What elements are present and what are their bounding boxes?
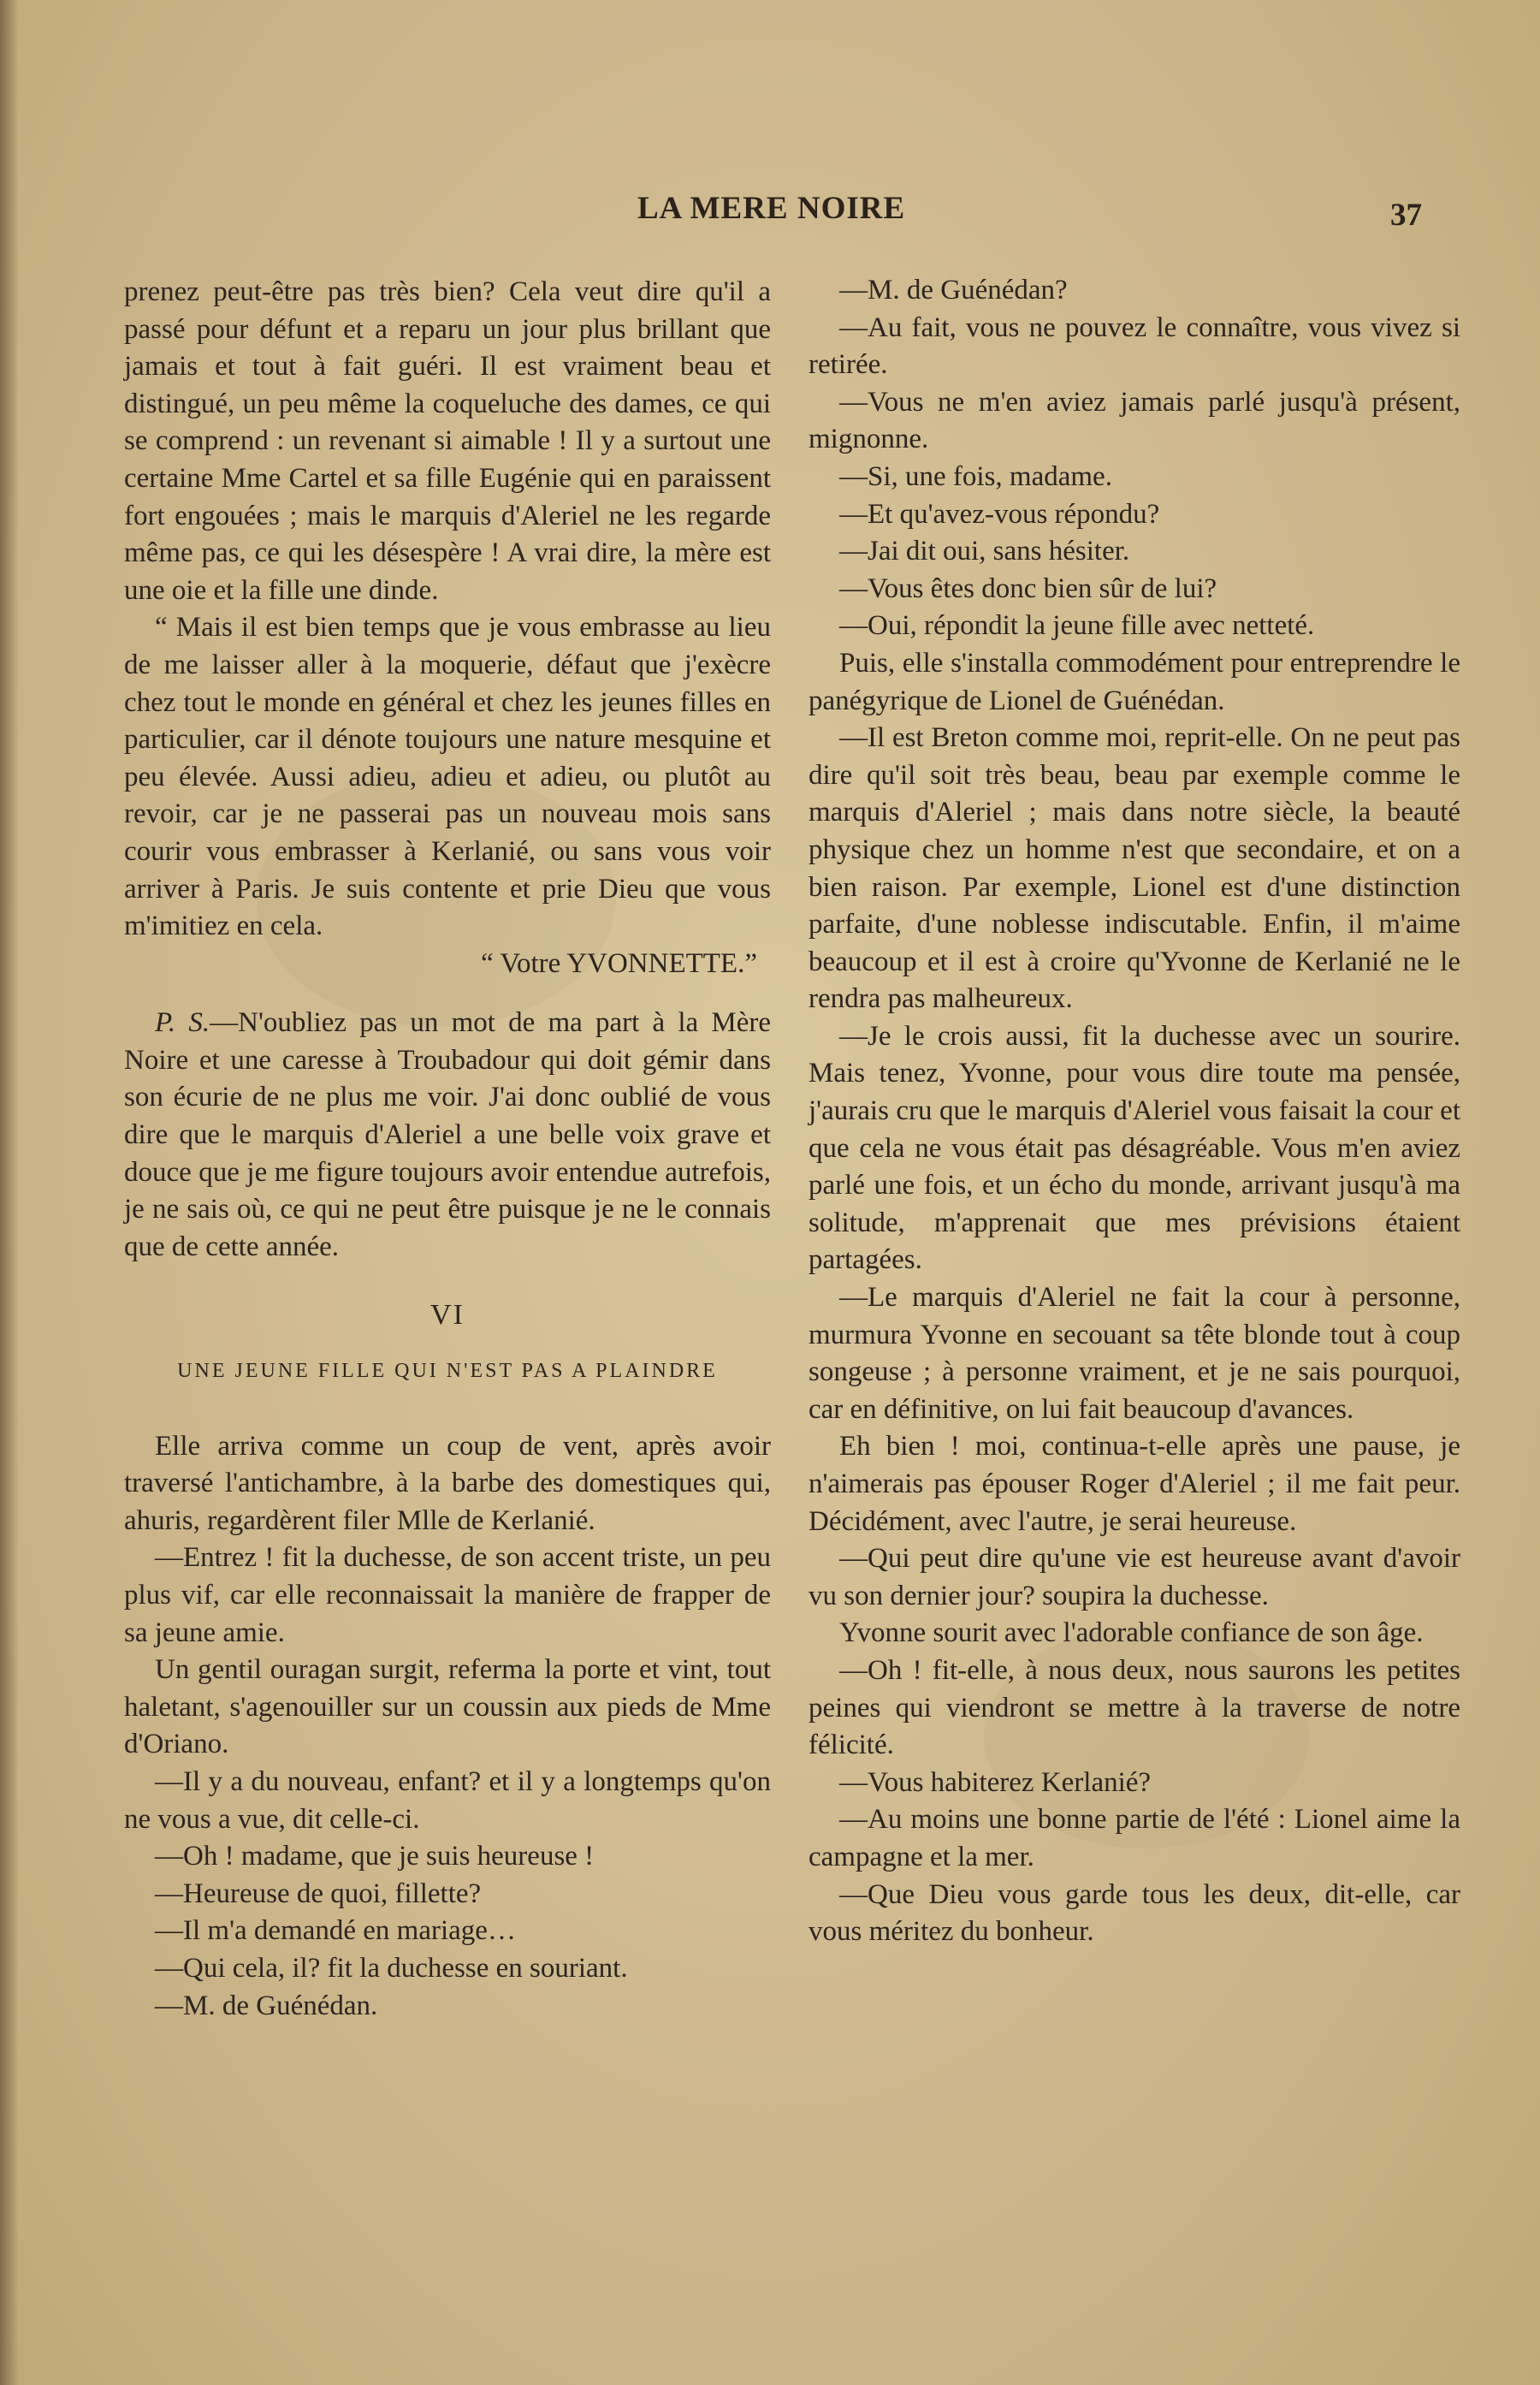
paragraph: “ Mais il est bien temps que je vous embrasse au lieu de me laisser aller à la moquerie, défaut que j'exècre chez tout le monde en général et chez les jeunes filles en particulier, car il dénote toujours une nature mesquine et peu élevée. Aussi adieu, adieu et adieu, ou plutôt au revoir, car je ne passerai pas un nouveau mois sans courir vous embrasser à Kerlanié, ou sans vous voir arriver à Paris. Je suis contente et prie Dieu que vous m'imitiez en cela. (124, 612, 771, 942)
paragraph: —Jai dit oui, sans hésiter. (839, 536, 1130, 567)
paragraph: —Si, une fois, madame. (839, 460, 1112, 492)
paragraph: —M. de Guénédan. (155, 1990, 378, 2021)
paragraph: Elle arriva comme un coup de vent, après avoir traversé l'antichambre, à la barbe des domestiques qui, ahuris, regardèrent filer Mlle de Kerlanié. (124, 1430, 771, 1536)
letter-signature: “ Votre YVONNETTE.” (481, 947, 757, 979)
paragraph: —Le marquis d'Aleriel ne fait la cour à personne, murmura Yvonne en secouant sa tête blonde tout à coup songeuse ; à personne vraiment, et je ne sais pourquoi, car en définitive, on lui fait beaucoup d'avances. (808, 1282, 1460, 1425)
paragraph: —Au fait, vous ne pouvez le connaître, vous vivez si retirée. (808, 311, 1460, 381)
paragraph: —Que Dieu vous garde tous les deux, dit-elle, car vous méritez du bonheur. (808, 1878, 1460, 1948)
paragraph: —Il m'a demandé en mariage… (155, 1915, 516, 1947)
paragraph: —Il est Breton comme moi, reprit-elle. On ne peut pas dire qu'il soit très beau, beau par exemple comme le marquis d'Aleriel ; mais dans notre siècle, la beauté physique chez un homme n'est que secondaire, et on a bien raison. Par exemple, Lionel est d'une distinction parfaite, d'une noblesse indiscutable. Enfin, il m'aime beaucoup et il est à croire qu'Yvonne de Kerlanié ne le rendra pas malheureux. (808, 722, 1460, 1015)
paragraph: —Oui, répondit la jeune fille avec netteté. (839, 610, 1315, 642)
page-number: 37 (1390, 198, 1422, 233)
paragraph: Un gentil ouragan surgit, referma la porte et vint, tout haletant, s'agenouiller sur un coussin aux pieds de Mme d'Oriano. (124, 1654, 771, 1760)
paragraph: —Je le crois aussi, fit la duchesse avec un sourire. Mais tenez, Yvonne, pour vous dire toute ma pensée, j'aurais cru que le marquis d'Aleriel vous faisait la cour et que cela ne vous était pas désagréable. Vous m'en aviez parlé une fois, et un écho du monde, arrivant jusqu'à ma solitude, m'apprenait que mes prévisions étaient partagées. (808, 1020, 1460, 1276)
paragraph: —M. de Guénédan? (839, 275, 1068, 306)
chapter-title: UNE JEUNE FILLE QUI N'EST PAS A PLAINDRE (177, 1360, 718, 1383)
paragraph: —Oh ! fit-elle, à nous deux, nous saurons les petites peines qui viendront se mettre à la traverse de notre félicité. (808, 1654, 1460, 1761)
paragraph: prenez peut-être pas très bien? Cela veut dire qu'il a passé pour défunt et a reparu un jour plus brillant que jamais et tout à fait guéri. Il est vraiment beau et distingué, un peu même la coqueluche des dames, ce qui se comprend : un revenant si aimable ! Il y a surtout une certaine Mme Cartel et sa fille Eugénie qui en paraissent fort engouées ; mais le marquis d'Aleriel ne les regarde même pas, ce qui les désespère ! A vrai dire, la mère est une oie et la fille une dinde. (124, 276, 771, 606)
postscript (124, 1005, 771, 1266)
paragraph: —Vous ne m'en aviez jamais parlé jusqu'à présent, mignonne. (808, 386, 1460, 455)
paragraph: —Qui cela, il? fit la duchesse en souriant. (155, 1952, 628, 1984)
paragraph: —Vous habiterez Kerlanié? (839, 1766, 1152, 1798)
paragraph: Yvonne sourit avec l'adorable confiance de son âge. (839, 1617, 1424, 1649)
postscript-label: P. S. (155, 1007, 210, 1039)
left-column (124, 274, 771, 2025)
paragraph: Eh bien ! moi, continua-t-elle après une pause, je n'aimerais pas épouser Roger d'Aleriel ; il me fait peur. Décidément, avec l'autre, je serai heureuse. (808, 1431, 1460, 1537)
running-title: LA MERE NOIRE (637, 191, 906, 226)
chapter-number: VI (430, 1299, 465, 1332)
paragraph: —Vous êtes donc bien sûr de lui? (839, 573, 1217, 604)
paragraph: —Au moins une bonne partie de l'été : Lionel aime la campagne et la mer. (808, 1804, 1460, 1872)
right-column (808, 272, 1460, 1951)
paragraph: —Et qu'avez-vous répondu? (839, 498, 1160, 530)
paragraph: Puis, elle s'installa commodément pour entreprendre le panégyrique de Lionel de Guénédan. (808, 647, 1460, 716)
paragraph: —Heureuse de quoi, fillette? (155, 1878, 482, 1909)
paragraph: —Entrez ! fit la duchesse, de son accent triste, un peu plus vif, car elle reconnaissait la manière de frapper de sa jeune amie. (124, 1542, 771, 1648)
paragraph: —Il y a du nouveau, enfant? et il y a longtemps qu'on ne vous a vue, dit celle-ci. (124, 1765, 771, 1835)
paragraph: —Qui peut dire qu'une vie est heureuse avant d'avoir vu son dernier jour? soupira la duchesse. (808, 1543, 1460, 1611)
postscript-text: —N'oubliez pas un mot de ma part à la Mère Noire et une caresse à Troubadour qui doit gémir dans son écurie de ne plus me voir. J'ai donc oublié de vous dire que le marquis d'Aleriel a une belle voix grave et douce que je me figure toujours avoir entendue autrefois, je ne sais où, ce qui ne peut être puisque je ne le connais que de cette année. (124, 1007, 771, 1262)
running-head (0, 190, 1540, 241)
paragraph: —Oh ! madame, que je suis heureuse ! (155, 1841, 595, 1872)
